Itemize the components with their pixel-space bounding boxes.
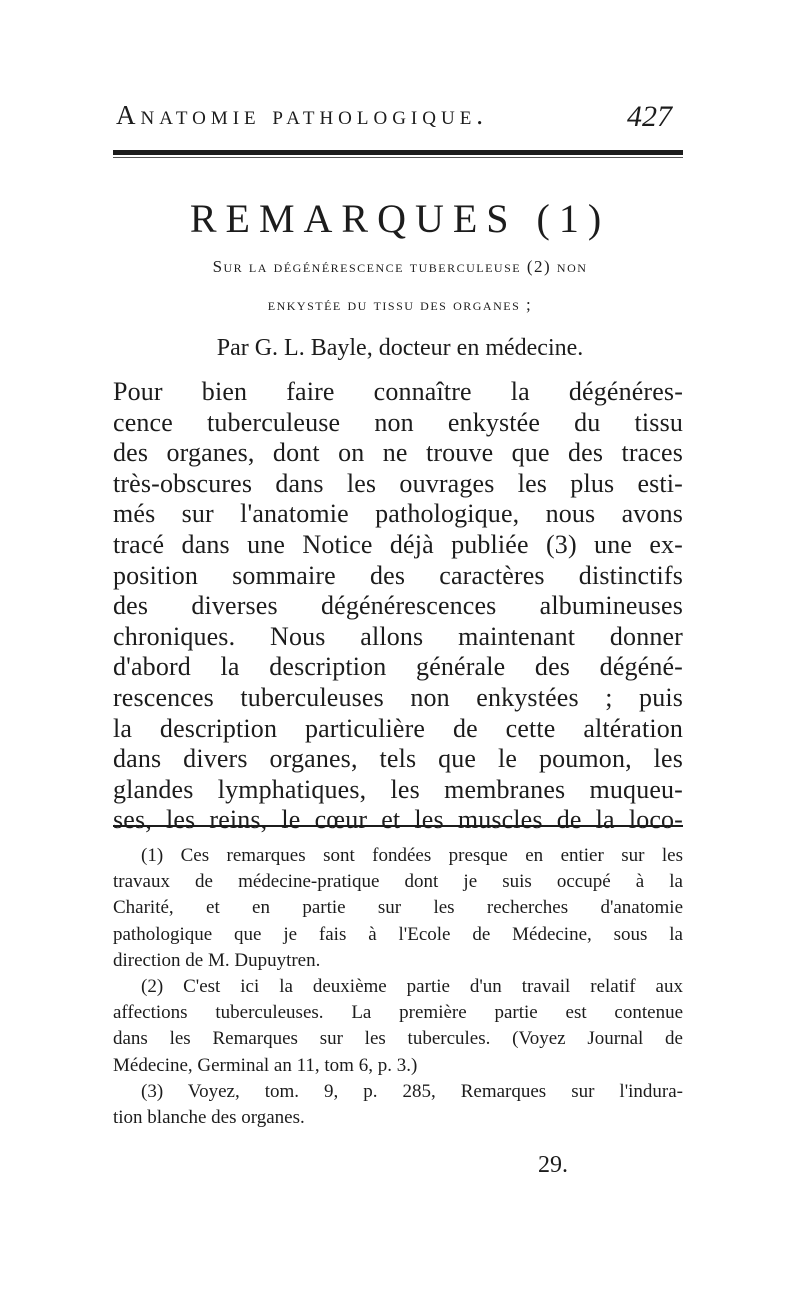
body-paragraph [113, 377, 683, 836]
subtitle-line-2: enkystée du tissu des organes ; [267, 295, 533, 314]
body-line: dans divers organes, tels que le poumon, les [113, 744, 683, 774]
footnotes [113, 843, 683, 1131]
body-line: Pour bien faire connaître la dégénéres- [113, 377, 683, 406]
footnote-2-line: dans les Remarques sur les tubercules. (Voyez Journal de [113, 1028, 683, 1050]
footnote-1-line: Charité, et en partie sur les recherches d'anatomie [113, 897, 683, 919]
running-head [0, 100, 800, 140]
running-title: Anatomie pathologique. [116, 100, 489, 130]
body-line: des organes, dont on ne trouve que des traces [113, 438, 683, 468]
body-line: ses, les reins, le cœur et les muscles de la loco- [113, 805, 683, 835]
footnote-2-line: Médecine, Germinal an 11, tom 6, p. 3.) [113, 1054, 418, 1076]
footnote-2-line: (2) C'est ici la deuxième partie d'un travail relatif aux [141, 975, 683, 997]
footnote-1-line: direction de M. Dupuytren. [113, 949, 321, 971]
author-byline: Par G. L. Bayle, docteur en médecine. [216, 335, 584, 361]
subtitle-line-1: Sur la dégénérescence tuberculeuse (2) non [212, 257, 588, 276]
footnote-1-line: pathologique que je fais à l'Ecole de Médecine, sous la [113, 923, 683, 945]
body-line: cence tuberculeuse non enkystée du tissu [113, 407, 683, 437]
body-line: la description particulière de cette altération [113, 713, 683, 743]
header-rule [113, 150, 683, 158]
signature-mark: 29. [538, 1152, 568, 1178]
body-line: d'abord la description générale des dégéné- [113, 652, 683, 682]
footnote-1-line: travaux de médecine-pratique dont je suis occupé à la [113, 871, 683, 893]
body-line: rescences tuberculeuses non enkystées ; puis [113, 682, 683, 712]
footnote-3-line: tion blanche des organes. [113, 1106, 305, 1128]
body-line: position sommaire des caractères distinctifs [113, 560, 683, 590]
body-line: més sur l'anatomie pathologique, nous avons [113, 499, 683, 529]
body-line: tracé dans une Notice déjà publiée (3) une ex- [113, 529, 683, 559]
body-line: très-obscures dans les ouvrages les plus esti- [113, 468, 683, 498]
article-title: REMARQUES (1) [189, 196, 611, 241]
footnote-rule [113, 825, 683, 827]
footnote-2-line: affections tuberculeuses. La première partie est contenue [113, 1002, 683, 1024]
body-line: des diverses dégénérescences albumineuses [113, 591, 683, 621]
footnote-1-line: (1) Ces remarques sont fondées presque en entier sur les [141, 845, 683, 866]
body-line: glandes lymphatiques, les membranes muqueu- [113, 774, 683, 804]
page-number: 427 [627, 100, 672, 133]
body-line: chroniques. Nous allons maintenant donner [113, 621, 683, 651]
footnote-3-line: (3) Voyez, tom. 9, p. 285, Remarques sur l'indura- [141, 1080, 683, 1102]
